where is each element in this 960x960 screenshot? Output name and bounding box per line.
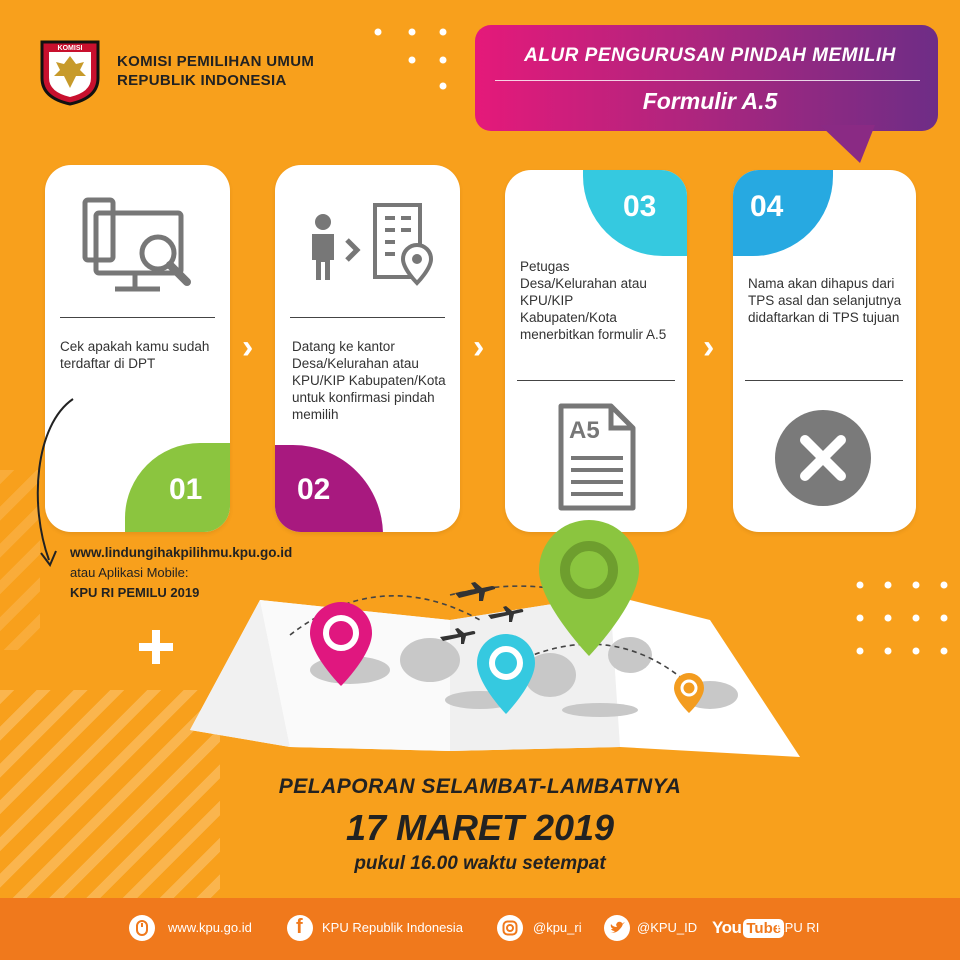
close-circle-icon	[773, 408, 873, 508]
step-card-3	[505, 170, 687, 532]
svg-text:KOMISI: KOMISI	[57, 45, 83, 52]
step-4-divider	[745, 380, 903, 381]
footer-instagram[interactable]: @kpu_ri	[533, 920, 582, 935]
step-1-text: Cek apakah kamu sudah terdaftar di DPT	[60, 339, 210, 371]
footer-facebook[interactable]: KPU Republik Indonesia	[322, 920, 463, 935]
title-line-1: ALUR PENGURUSAN PINDAH MEMILIH	[524, 45, 896, 66]
a5-label: A5	[569, 417, 600, 444]
website-alt-text: atau Aplikasi Mobile:	[70, 565, 189, 580]
a5-document-icon	[557, 402, 637, 512]
map-pin-green	[537, 518, 641, 658]
computer-search-icon	[80, 195, 195, 295]
step-1-divider	[60, 317, 215, 318]
step-2-text: Datang ke kantor Desa/Kelurahan atau KPU/KIP Kabupaten/Kota untuk konfirmasi pindah memilih	[292, 339, 446, 422]
organization-line-1: KOMISI PEMILIHAN UMUM	[117, 53, 315, 70]
step-2-divider	[290, 317, 445, 318]
dots-decoration-top	[368, 20, 458, 90]
chevron-right-icon: ›	[703, 328, 715, 366]
map-pin-cyan	[475, 632, 537, 716]
kpu-logo	[38, 38, 102, 106]
deadline-heading: PELAPORAN SELAMBAT-LAMBATNYA	[278, 775, 682, 798]
youtube-you: You	[712, 918, 742, 937]
chevron-right-icon: ›	[473, 328, 485, 366]
title-divider	[495, 80, 920, 81]
twitter-glyph	[609, 921, 625, 935]
youtube-icon	[712, 916, 784, 940]
chevron-right-icon: ›	[242, 328, 254, 366]
step-1-number: 01	[169, 473, 203, 506]
step-4-number: 04	[750, 190, 784, 223]
map-pin-magenta	[308, 600, 374, 688]
step-3-divider	[517, 380, 675, 381]
title-banner-tail	[820, 125, 880, 165]
deadline-date: 17 MARET 2019	[345, 807, 615, 848]
deadline-time: pukul 16.00 waktu setempat	[354, 853, 606, 874]
footer-youtube[interactable]: KPU RI	[776, 920, 820, 935]
step-3-text: Petugas Desa/Kelurahan atau KPU/KIP Kabupaten/Kota menerbitkan formulir A.5	[520, 259, 667, 342]
organization-name	[117, 52, 314, 90]
step-2-number: 02	[297, 473, 331, 506]
person-to-office-icon	[303, 200, 438, 290]
website-link[interactable]: www.lindungihakpilihmu.kpu.go.id	[70, 545, 293, 560]
instagram-glyph	[502, 920, 518, 936]
footer-website[interactable]: www.kpu.go.id	[168, 920, 252, 935]
step-card-4	[733, 170, 916, 532]
step-card-2	[275, 165, 460, 532]
title-line-2: Formulir A.5	[642, 88, 778, 114]
footer-twitter[interactable]: @KPU_ID	[637, 920, 698, 935]
dots-decoration-right	[850, 575, 960, 665]
title-banner	[475, 25, 938, 131]
facebook-glyph: f	[296, 916, 303, 938]
app-name: KPU RI PEMILU 2019	[70, 585, 200, 600]
map-pin-orange	[673, 672, 705, 714]
step-4-text: Nama akan dihapus dari TPS asal dan selanjutnya didaftarkan di TPS tujuan	[748, 276, 902, 325]
mouse-icon	[135, 920, 149, 936]
step-3-number: 03	[623, 190, 657, 223]
organization-line-2: REPUBLIK INDONESIA	[117, 72, 287, 89]
youtube-tube: Tube	[743, 919, 784, 938]
